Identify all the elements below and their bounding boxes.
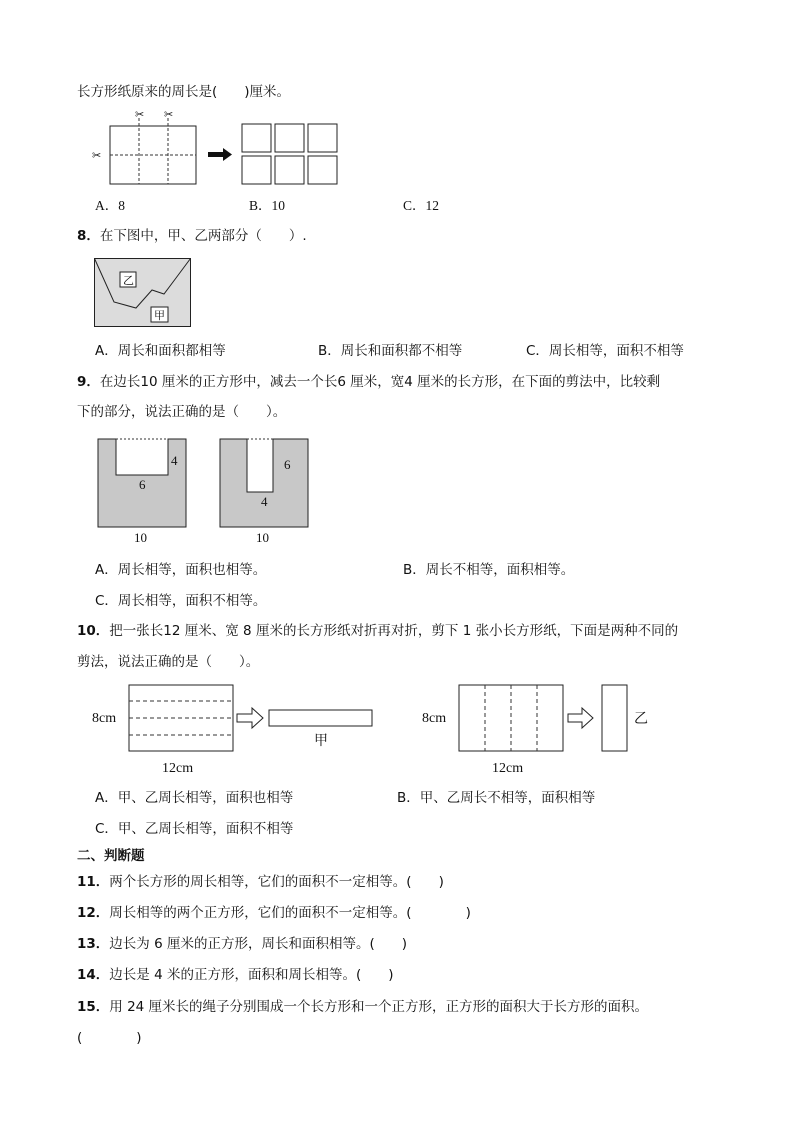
q10-fig1-result: 甲 — [314, 733, 328, 749]
q15: 15．用 24 厘米长的绳子分别围成一个长方形和一个正方形，正方形的面积大于长方形的面积。 — [77, 999, 649, 1015]
q10-fig2-height: 8cm — [422, 711, 447, 726]
q8-number: 8． — [77, 228, 100, 244]
section-title: 二、判断题 — [77, 848, 145, 864]
right-arrow-icon — [208, 148, 232, 161]
q9-figure-2 — [219, 438, 319, 548]
q7-option-a[interactable]: A．8 — [95, 198, 125, 213]
q8-figure — [94, 258, 192, 328]
q9-option-a[interactable]: A．周长相等，面积也相等。 — [95, 562, 267, 578]
q7-stem: 长方形纸原来的周长是( )厘米。 — [77, 84, 291, 100]
q9-option-c[interactable]: C．周长相等，面积不相等。 — [95, 593, 267, 609]
q13: 13．边长为 6 厘米的正方形，周长和面积相等。( ) — [77, 936, 408, 952]
q9-fig1-bottom: 6 — [139, 477, 146, 492]
q7-option-c[interactable]: C．12 — [403, 198, 440, 213]
q8-label-yi: 乙 — [123, 274, 134, 287]
q10-option-a[interactable]: A．甲、乙周长相等，面积也相等 — [95, 790, 294, 806]
q9-number: 9． — [77, 374, 100, 390]
q8-label-jia: 甲 — [154, 309, 165, 322]
q9-fig1-side: 4 — [171, 453, 178, 468]
q14: 14．边长是 4 米的正方形，面积和周长相等。( ) — [77, 967, 394, 983]
q11: 11．两个长方形的周长相等，它们的面积不一定相等。( ) — [77, 874, 444, 890]
q10-fig2-width: 12cm — [492, 761, 524, 776]
q9-figure-1 — [97, 438, 197, 548]
q9-fig2-bottom: 4 — [261, 494, 268, 509]
q15-answer-blank[interactable]: ( ) — [77, 1030, 142, 1046]
q10-stem-line1: 把一张长12 厘米、宽 8 厘米的长方形纸对折再对折，剪下 1 张小长方形纸，下面是两种不同的 — [109, 623, 679, 639]
q10-fig2-result: 乙 — [634, 711, 648, 727]
q10-option-b[interactable]: B．甲、乙周长不相等，面积相等 — [397, 790, 596, 806]
q7-figure — [88, 106, 348, 191]
scissors-icon: ✂ — [135, 109, 145, 121]
q9-fig2-base: 10 — [256, 530, 269, 545]
q10-fig1-width: 12cm — [162, 761, 194, 776]
q10-figure-1 — [92, 683, 392, 783]
q8-stem: 在下图中，甲、乙两部分（ ）. — [99, 228, 307, 244]
scissors-icon: ✂ — [92, 150, 102, 162]
q10-figure-2 — [422, 683, 662, 783]
scissors-icon: ✂ — [164, 109, 174, 121]
q9-option-b[interactable]: B．周长不相等，面积相等。 — [403, 562, 575, 578]
q8-option-a[interactable]: A．周长和面积都相等 — [95, 343, 226, 359]
hollow-arrow-icon — [237, 708, 263, 728]
q9-fig1-base: 10 — [134, 530, 147, 545]
hollow-arrow-icon — [568, 708, 593, 728]
q10-number: 10． — [77, 623, 110, 639]
q12: 12．周长相等的两个正方形，它们的面积不一定相等。( ) — [77, 905, 471, 921]
q9-stem-line1: 在边长10 厘米的正方形中，减去一个长6 厘米，宽4 厘米的长方形，在下面的剪法中，比较剩 — [99, 374, 661, 390]
q8-option-c[interactable]: C．周长相等，面积不相等 — [526, 343, 684, 359]
q10-stem-line2: 剪法，说法正确的是（ ）。 — [77, 654, 260, 670]
q8-option-b[interactable]: B．周长和面积都不相等 — [318, 343, 463, 359]
q7-option-b[interactable]: B．10 — [249, 198, 286, 213]
q9-stem-line2: 下的部分，说法正确的是（ ）。 — [77, 404, 287, 420]
q10-option-c[interactable]: C．甲、乙周长相等，面积不相等 — [95, 821, 294, 837]
q10-fig1-height: 8cm — [92, 711, 117, 726]
q9-fig2-side: 6 — [284, 457, 291, 472]
